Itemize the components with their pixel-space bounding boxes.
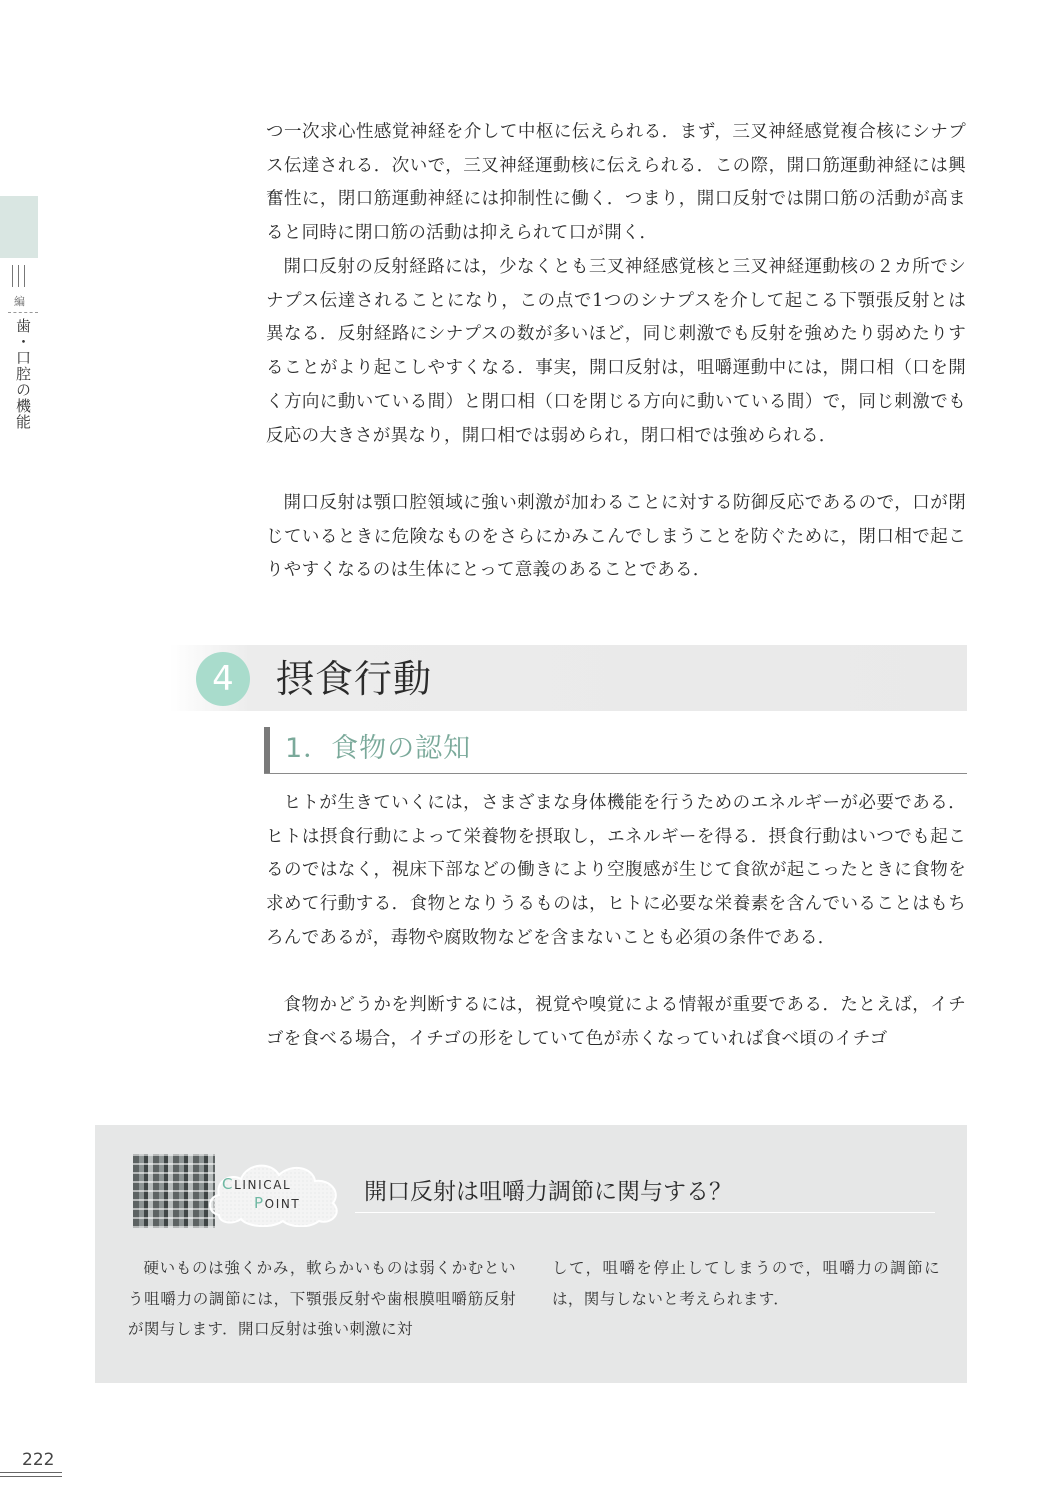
page-number: 222 bbox=[22, 1450, 55, 1470]
body-paragraph: 開口反射の反射経路には，少なくとも三叉神経感覚核と三叉神経運動核の２カ所でシナプス伝達されることになり，この点で1つのシナプスを介して起こる下顎張反射とは異なる．反射経路にシナプスの数が多いほど，同じ刺激でも反射を強めたり弱めたりすることがより起こしやすくなる．事実，開口反射は，咀嚼運動中には，開口相（口を開く方向に動いている間）と閉口相（口を閉じる方向に動いている間）で，同じ刺激でも反応の大きさが異なり，開口相では弱められ，閉口相では強められる． bbox=[266, 257, 966, 446]
subsection-rule bbox=[264, 773, 967, 774]
side-part-marker bbox=[12, 265, 30, 291]
body-paragraph: ヒトが生きていくには，さまざまな身体機能を行うためのエネルギーが必要である．ヒトは摂食行動によって栄養物を摂取し，エネルギーを得る．摂食行動はいつでも起こるのではなく，視床下部などの働きにより空腹感が生じて食欲が起こったときに食物を求めて行動する．食物となりうるものは，ヒトに必要な栄養素を含んでいることはもちろんであるが，毒物や腐敗物などを含まないことも必須の条件である． bbox=[266, 793, 966, 948]
clinical-point-text-right: して，咀嚼を停止してしまうので，咀嚼力の調節には，関与しないと考えられます． bbox=[552, 1259, 940, 1308]
clinical-point-text-left: 硬いものは強くかみ，軟らかいものは弱くかむという咀嚼力の調節には，下顎張反射や歯根膜咀嚼筋反射が関与します．開口反射は強い刺激に対 bbox=[128, 1259, 516, 1338]
clinical-label-oint: OINT bbox=[264, 1197, 301, 1211]
clinical-label-c: C bbox=[222, 1175, 235, 1193]
clinical-point-title: 開口反射は咀嚼力調節に関与する？ bbox=[364, 1179, 732, 1205]
subsection-title: 1．食物の認知 bbox=[285, 733, 472, 764]
subsection-bar bbox=[264, 727, 270, 774]
clinical-point-rule bbox=[355, 1212, 935, 1213]
side-section-label: 歯・口腔の機能 bbox=[14, 318, 32, 430]
section-number-badge: 4 bbox=[196, 652, 250, 706]
clinical-point-label bbox=[222, 1175, 300, 1213]
side-divider bbox=[8, 312, 38, 313]
body-paragraph: つ一次求心性感覚神経を介して中枢に伝えられる．まず，三叉神経感覚複合核にシナプス伝達される．次いで，三叉神経運動核に伝えられる．この際，開口筋運動神経には興奮性に，閉口筋運動神経には抑制性に働く．つまり，開口反射では開口筋の活動が高まると同時に閉口筋の活動は抑えられて口が開く． bbox=[266, 122, 966, 244]
section-title: 摂食行動 bbox=[276, 657, 433, 701]
body-paragraph: 開口反射は顎口腔領域に強い刺激が加わることに対する防御反応であるので，口が閉じているときに危険なものをさらにかみこんでしまうことを防ぐために，閉口相で起こりやすくなるのは生体にとって意義のあることである． bbox=[266, 493, 966, 581]
page-number-rule bbox=[0, 1472, 62, 1473]
clinical-label-p: P bbox=[254, 1194, 265, 1212]
page-number-rule bbox=[0, 1476, 62, 1477]
side-tab-block bbox=[0, 196, 38, 258]
clinical-label-linical: LINICAL bbox=[234, 1178, 292, 1192]
side-hen-label: 編 bbox=[14, 295, 25, 308]
body-paragraph: 食物かどうかを判断するには，視覚や嗅覚による情報が重要である．たとえば，イチゴを食べる場合，イチゴの形をしていて色が赤くなっていれば食べ頃のイチゴ bbox=[266, 995, 966, 1049]
clinical-point-photo bbox=[133, 1154, 215, 1228]
